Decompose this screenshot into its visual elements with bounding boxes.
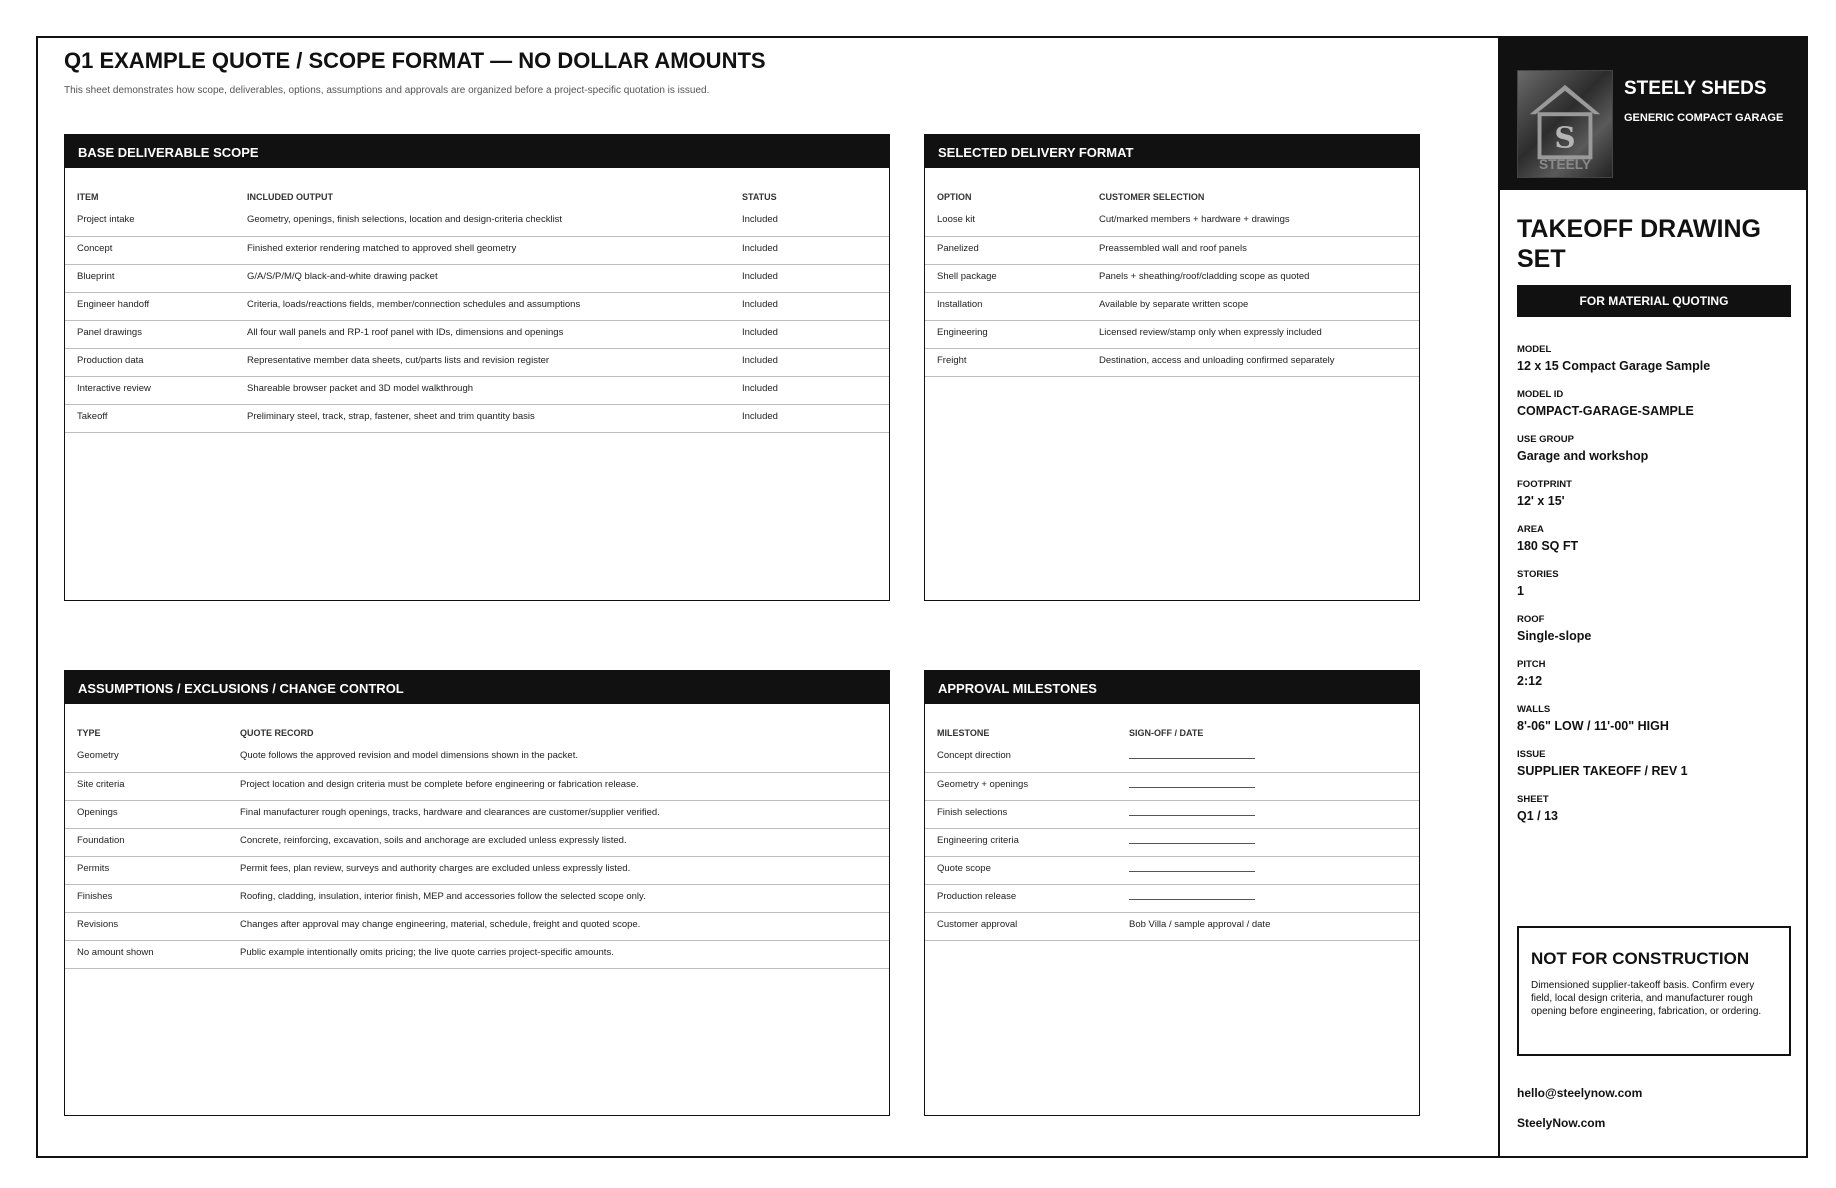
table-cell: Geometry <box>65 744 228 772</box>
drawing-set-title: TAKEOFF DRAWING SET <box>1517 215 1761 273</box>
title-field <box>1517 569 1797 614</box>
table-cell: Engineer handoff <box>65 292 235 320</box>
contact-website[interactable]: SteelyNow.com <box>1517 1116 1606 1130</box>
table-cell: Included <box>730 376 889 404</box>
field-label: ISSUE <box>1517 749 1546 760</box>
field-label: STORIES <box>1517 569 1559 580</box>
table-cell: No amount shown <box>65 940 228 968</box>
brand-subtitle: GENERIC COMPACT GARAGE <box>1624 112 1784 124</box>
signature-line <box>1129 863 1255 872</box>
table-cell: Bob Villa / sample approval / date <box>1117 912 1419 940</box>
table-row <box>65 828 889 856</box>
field-value: Single-slope <box>1517 629 1592 643</box>
table-cell: Finish selections <box>925 800 1117 828</box>
title-field <box>1517 659 1797 704</box>
assumptions-panel <box>64 670 890 1116</box>
table-row <box>65 940 889 968</box>
quoting-banner: FOR MATERIAL QUOTING <box>1517 285 1791 317</box>
column-header: STATUS <box>742 192 777 202</box>
table-cell: Included <box>730 404 889 432</box>
field-label: MODEL <box>1517 344 1552 355</box>
table-row <box>65 912 889 940</box>
field-value: 12' x 15' <box>1517 494 1565 508</box>
table-cell: Interactive review <box>65 376 235 404</box>
panel-heading: SELECTED DELIVERY FORMAT <box>925 135 1419 168</box>
field-label: FOOTPRINT <box>1517 479 1572 490</box>
table-row <box>925 828 1419 856</box>
scope-table <box>65 168 889 433</box>
steely-logo <box>1517 70 1613 178</box>
column-header: ITEM <box>77 192 99 202</box>
table-cell: Panelized <box>925 236 1087 264</box>
table-cell: Site criteria <box>65 772 228 800</box>
brand-header <box>1500 38 1808 190</box>
table-cell: Concept direction <box>925 744 1117 772</box>
table-row <box>925 236 1419 264</box>
table-cell: Included <box>730 348 889 376</box>
table-cell: Criteria, loads/reactions fields, member/connection schedules and assumptions <box>235 292 730 320</box>
signature-line <box>1129 779 1255 788</box>
table-row <box>925 208 1419 236</box>
warning-title: NOT FOR CONSTRUCTION <box>1531 949 1750 968</box>
table-cell: Quote follows the approved revision and model dimensions shown in the packet. <box>228 744 889 772</box>
column-header: SIGN-OFF / DATE <box>1129 728 1204 738</box>
table-row <box>65 744 889 772</box>
main-area <box>38 38 1498 1156</box>
table-cell: Public example intentionally omits pricing; the live quote carries project-specific amounts. <box>228 940 889 968</box>
table-row <box>65 236 889 264</box>
table-row <box>925 264 1419 292</box>
table-cell: Destination, access and unloading confirmed separately <box>1087 348 1419 376</box>
table-cell: Installation <box>925 292 1087 320</box>
table-cell: Loose kit <box>925 208 1087 236</box>
table-cell: Included <box>730 208 889 236</box>
column-header: CUSTOMER SELECTION <box>1099 192 1205 202</box>
table-cell: Concrete, reinforcing, excavation, soils and anchorage are excluded unless expressly listed. <box>228 828 889 856</box>
approvals-table <box>925 704 1419 941</box>
svg-text:STEELY: STEELY <box>1539 157 1591 173</box>
table-cell: Available by separate written scope <box>1087 292 1419 320</box>
table-row <box>65 404 889 432</box>
assumptions-table <box>65 704 889 969</box>
table-row <box>65 208 889 236</box>
table-cell: Production release <box>925 884 1117 912</box>
table-cell: Freight <box>925 348 1087 376</box>
header-row <box>65 168 889 208</box>
table-cell: Takeoff <box>65 404 235 432</box>
title-field <box>1517 794 1797 839</box>
column-header: MILESTONE <box>937 728 990 738</box>
svg-text:S: S <box>1554 119 1576 155</box>
title-field <box>1517 614 1797 659</box>
table-cell: All four wall panels and RP-1 roof panel with IDs, dimensions and openings <box>235 320 730 348</box>
table-row <box>65 884 889 912</box>
column-header: QUOTE RECORD <box>240 728 314 738</box>
table-cell: Preliminary steel, track, strap, fastener, sheet and trim quantity basis <box>235 404 730 432</box>
base-scope-panel <box>64 134 890 601</box>
table-cell: Permits <box>65 856 228 884</box>
table-row <box>65 800 889 828</box>
table-row <box>65 856 889 884</box>
delivery-table <box>925 168 1419 377</box>
table-cell: Geometry + openings <box>925 772 1117 800</box>
table-row <box>925 884 1419 912</box>
table-row <box>925 744 1419 772</box>
field-value: 1 <box>1517 584 1524 598</box>
field-label: PITCH <box>1517 659 1546 670</box>
table-header <box>925 704 1419 744</box>
table-cell: Geometry, openings, finish selections, location and design-criteria checklist <box>235 208 730 236</box>
field-label: USE GROUP <box>1517 434 1575 445</box>
header-row <box>925 168 1419 208</box>
table-cell: G/A/S/P/M/Q black-and-white drawing packet <box>235 264 730 292</box>
table-cell: Blueprint <box>65 264 235 292</box>
table-row <box>925 772 1419 800</box>
signature-line <box>1129 835 1255 844</box>
title-field <box>1517 704 1797 749</box>
table-cell: Roofing, cladding, insulation, interior finish, MEP and accessories follow the selected scope only. <box>228 884 889 912</box>
table-cell: Licensed review/stamp only when expressly included <box>1087 320 1419 348</box>
table-cell <box>1117 800 1419 828</box>
table-cell: Representative member data sheets, cut/parts lists and revision register <box>235 348 730 376</box>
table-row <box>925 348 1419 376</box>
table-cell: Customer approval <box>925 912 1117 940</box>
table-cell: Included <box>730 320 889 348</box>
field-label: SHEET <box>1517 794 1549 805</box>
field-value: COMPACT-GARAGE-SAMPLE <box>1517 404 1694 418</box>
table-cell: Included <box>730 264 889 292</box>
table-cell: Engineering criteria <box>925 828 1117 856</box>
table-row <box>925 320 1419 348</box>
field-label: WALLS <box>1517 704 1551 715</box>
table-cell: Finished exterior rendering matched to approved shell geometry <box>235 236 730 264</box>
table-cell: Revisions <box>65 912 228 940</box>
title-field <box>1517 344 1797 389</box>
panel-heading: BASE DELIVERABLE SCOPE <box>65 135 889 168</box>
table-row <box>925 856 1419 884</box>
table-cell: Included <box>730 292 889 320</box>
contact-email[interactable]: hello@steelynow.com <box>1517 1086 1643 1100</box>
table-cell <box>1117 772 1419 800</box>
column-header: INCLUDED OUTPUT <box>247 192 333 202</box>
table-cell: Permit fees, plan review, surveys and authority charges are excluded unless expressly listed. <box>228 856 889 884</box>
panel-heading: APPROVAL MILESTONES <box>925 671 1419 704</box>
table-cell: Panel drawings <box>65 320 235 348</box>
delivery-format-panel <box>924 134 1420 601</box>
table-header <box>65 704 889 744</box>
signature-line <box>1129 807 1255 816</box>
page-title: Q1 EXAMPLE QUOTE / SCOPE FORMAT — NO DOLLAR AMOUNTS <box>64 48 766 73</box>
page-subtitle: This sheet demonstrates how scope, deliverables, options, assumptions and approvals are organized before a project-specific quotation is issued. <box>64 85 710 96</box>
title-block <box>1498 38 1808 1156</box>
table-cell: Cut/marked members + hardware + drawings <box>1087 208 1419 236</box>
not-for-construction-box <box>1517 926 1791 1056</box>
table-cell: Included <box>730 236 889 264</box>
table-cell <box>1117 744 1419 772</box>
title-field <box>1517 749 1797 794</box>
table-row <box>925 800 1419 828</box>
table-cell: Shareable browser packet and 3D model walkthrough <box>235 376 730 404</box>
table-row <box>65 376 889 404</box>
table-cell <box>1117 828 1419 856</box>
field-value: Q1 / 13 <box>1517 809 1558 823</box>
panel-heading: ASSUMPTIONS / EXCLUSIONS / CHANGE CONTROL <box>65 671 889 704</box>
field-value: Garage and workshop <box>1517 449 1649 463</box>
field-value: SUPPLIER TAKEOFF / REV 1 <box>1517 764 1688 778</box>
table-cell: Quote scope <box>925 856 1117 884</box>
table-cell: Changes after approval may change engineering, material, schedule, freight and quoted scope. <box>228 912 889 940</box>
table-cell <box>1117 884 1419 912</box>
table-cell: Project location and design criteria must be complete before engineering or fabrication release. <box>228 772 889 800</box>
table-row <box>925 912 1419 940</box>
table-cell: Preassembled wall and roof panels <box>1087 236 1419 264</box>
header-row <box>925 704 1419 744</box>
title-field <box>1517 434 1797 479</box>
table-cell <box>1117 856 1419 884</box>
field-label: MODEL ID <box>1517 389 1564 400</box>
table-cell: Panels + sheathing/roof/cladding scope as quoted <box>1087 264 1419 292</box>
drawing-sheet <box>36 36 1808 1158</box>
field-label: ROOF <box>1517 614 1545 625</box>
table-header <box>925 168 1419 208</box>
field-value: 12 x 15 Compact Garage Sample <box>1517 359 1711 373</box>
table-cell: Concept <box>65 236 235 264</box>
field-value: 2:12 <box>1517 674 1543 688</box>
title-field <box>1517 479 1797 524</box>
field-value: 180 SQ FT <box>1517 539 1579 553</box>
table-row <box>65 772 889 800</box>
field-label: AREA <box>1517 524 1544 535</box>
table-cell: Shell package <box>925 264 1087 292</box>
table-row <box>65 320 889 348</box>
table-cell: Foundation <box>65 828 228 856</box>
table-row <box>65 292 889 320</box>
table-cell: Openings <box>65 800 228 828</box>
field-value: 8'-06" LOW / 11'-00" HIGH <box>1517 719 1669 733</box>
table-row <box>65 264 889 292</box>
signature-line <box>1129 750 1255 759</box>
table-row <box>925 292 1419 320</box>
brand-name: STEELY SHEDS <box>1624 78 1767 99</box>
house-logo-icon <box>1518 71 1612 177</box>
approval-milestones-panel <box>924 670 1420 1116</box>
table-cell: Project intake <box>65 208 235 236</box>
column-header: OPTION <box>937 192 972 202</box>
title-block-fields <box>1517 344 1797 839</box>
table-cell: Final manufacturer rough openings, tracks, hardware and clearances are customer/supplier verified. <box>228 800 889 828</box>
warning-text: Dimensioned supplier-takeoff basis. Confirm every field, local design criteria, and manufacturer rough opening before engineering, fabrication, or ordering. <box>1531 980 1762 1017</box>
header-row <box>65 704 889 744</box>
table-cell: Finishes <box>65 884 228 912</box>
table-header <box>65 168 889 208</box>
title-field <box>1517 524 1797 569</box>
column-header: TYPE <box>77 728 101 738</box>
signature-line <box>1129 891 1255 900</box>
table-row <box>65 348 889 376</box>
table-cell: Production data <box>65 348 235 376</box>
table-cell: Engineering <box>925 320 1087 348</box>
title-field <box>1517 389 1797 434</box>
